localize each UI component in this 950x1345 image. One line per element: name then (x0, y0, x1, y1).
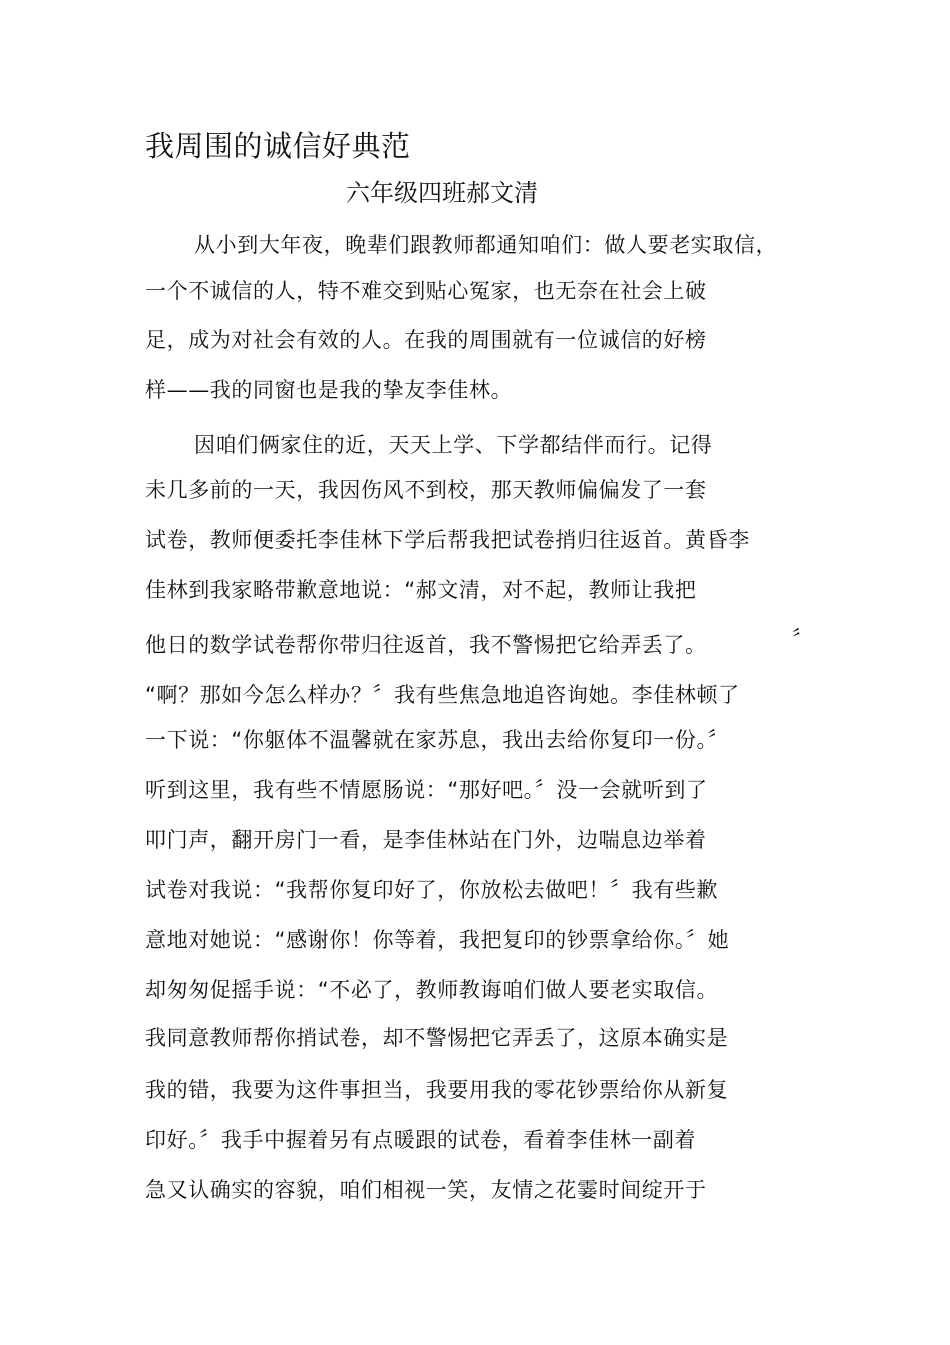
document-title: 我周围的诚信好典范 (145, 129, 411, 163)
paragraph-2-line-8: 听到这里，我有些不情愿肠说：“那好吧。〞没一会就听到了 (145, 778, 708, 802)
paragraph-2-line-12: 却匆匆促摇手说：“不必了，教师教诲咱们做人要老实取信。 (145, 978, 719, 1002)
paragraph-1-line-1: 从小到大年夜，晚辈们跟教师都通知咱们：做人要老实取信， (194, 233, 778, 257)
closing-quote-mark: 〞 (792, 627, 814, 651)
paragraph-2-line-1: 因咱们俩家住的近，天天上学、下学都结伴而行。记得 (194, 433, 713, 457)
paragraph-2-line-10: 试卷对我说：“我帮你复印好了，你放松去做吧！〞我有些歉 (145, 878, 719, 902)
paragraph-1-line-2: 一个不诚信的人，特不难交到贴心冤家，也无奈在社会上破 (145, 279, 707, 303)
paragraph-2-line-5: 他日的数学试卷帮你带归往返首，我不警惕把它给弄丢了。 (145, 633, 707, 657)
paragraph-2-line-4: 佳林到我家略带歉意地说：“郝文清，对不起，教师让我把 (145, 578, 697, 602)
paragraph-2-line-9: 叩门声，翻开房门一看，是李佳林站在门外，边喘息边举着 (145, 828, 707, 852)
paragraph-1-line-3: 足，成为对社会有效的人。在我的周围就有一位诚信的好榜 (145, 328, 707, 352)
author-line: 六年级四班郝文清 (346, 179, 538, 207)
paragraph-2-line-16: 急又认确实的容貌，咱们相视一笑，友情之花霎时间绽开于 (145, 1178, 707, 1202)
paragraph-2-line-13: 我同意教师帮你捎试卷，却不警惕把它弄丢了，这原本确实是 (145, 1026, 729, 1050)
paragraph-1-line-4: 样——我的同窗也是我的挚友李佳林。 (145, 378, 513, 402)
paragraph-2-line-7: 一下说：“你躯体不温馨就在家苏息，我出去给你复印一份。〞 (145, 728, 730, 752)
paragraph-2-line-3: 试卷，教师便委托李佳林下学后帮我把试卷捎归往返首。黄昏李 (145, 528, 750, 552)
paragraph-2-line-6: “啊？那如今怎么样办？〞我有些焦急地追咨询她。李佳林顿了 (145, 683, 740, 707)
paragraph-2-line-14: 我的错，我要为这件事担当，我要用我的零花钞票给你从新复 (145, 1078, 729, 1102)
paragraph-2-line-2: 未几多前的一天，我因伤风不到校，那天教师偏偏发了一套 (145, 478, 707, 502)
paragraph-2-line-11: 意地对她说：“感谢你！你等着，我把复印的钞票拿给你。〞她 (145, 928, 730, 952)
paragraph-2-line-15: 印好。〞我手中握着另有点暖跟的试卷，看着李佳林一副着 (145, 1128, 697, 1152)
